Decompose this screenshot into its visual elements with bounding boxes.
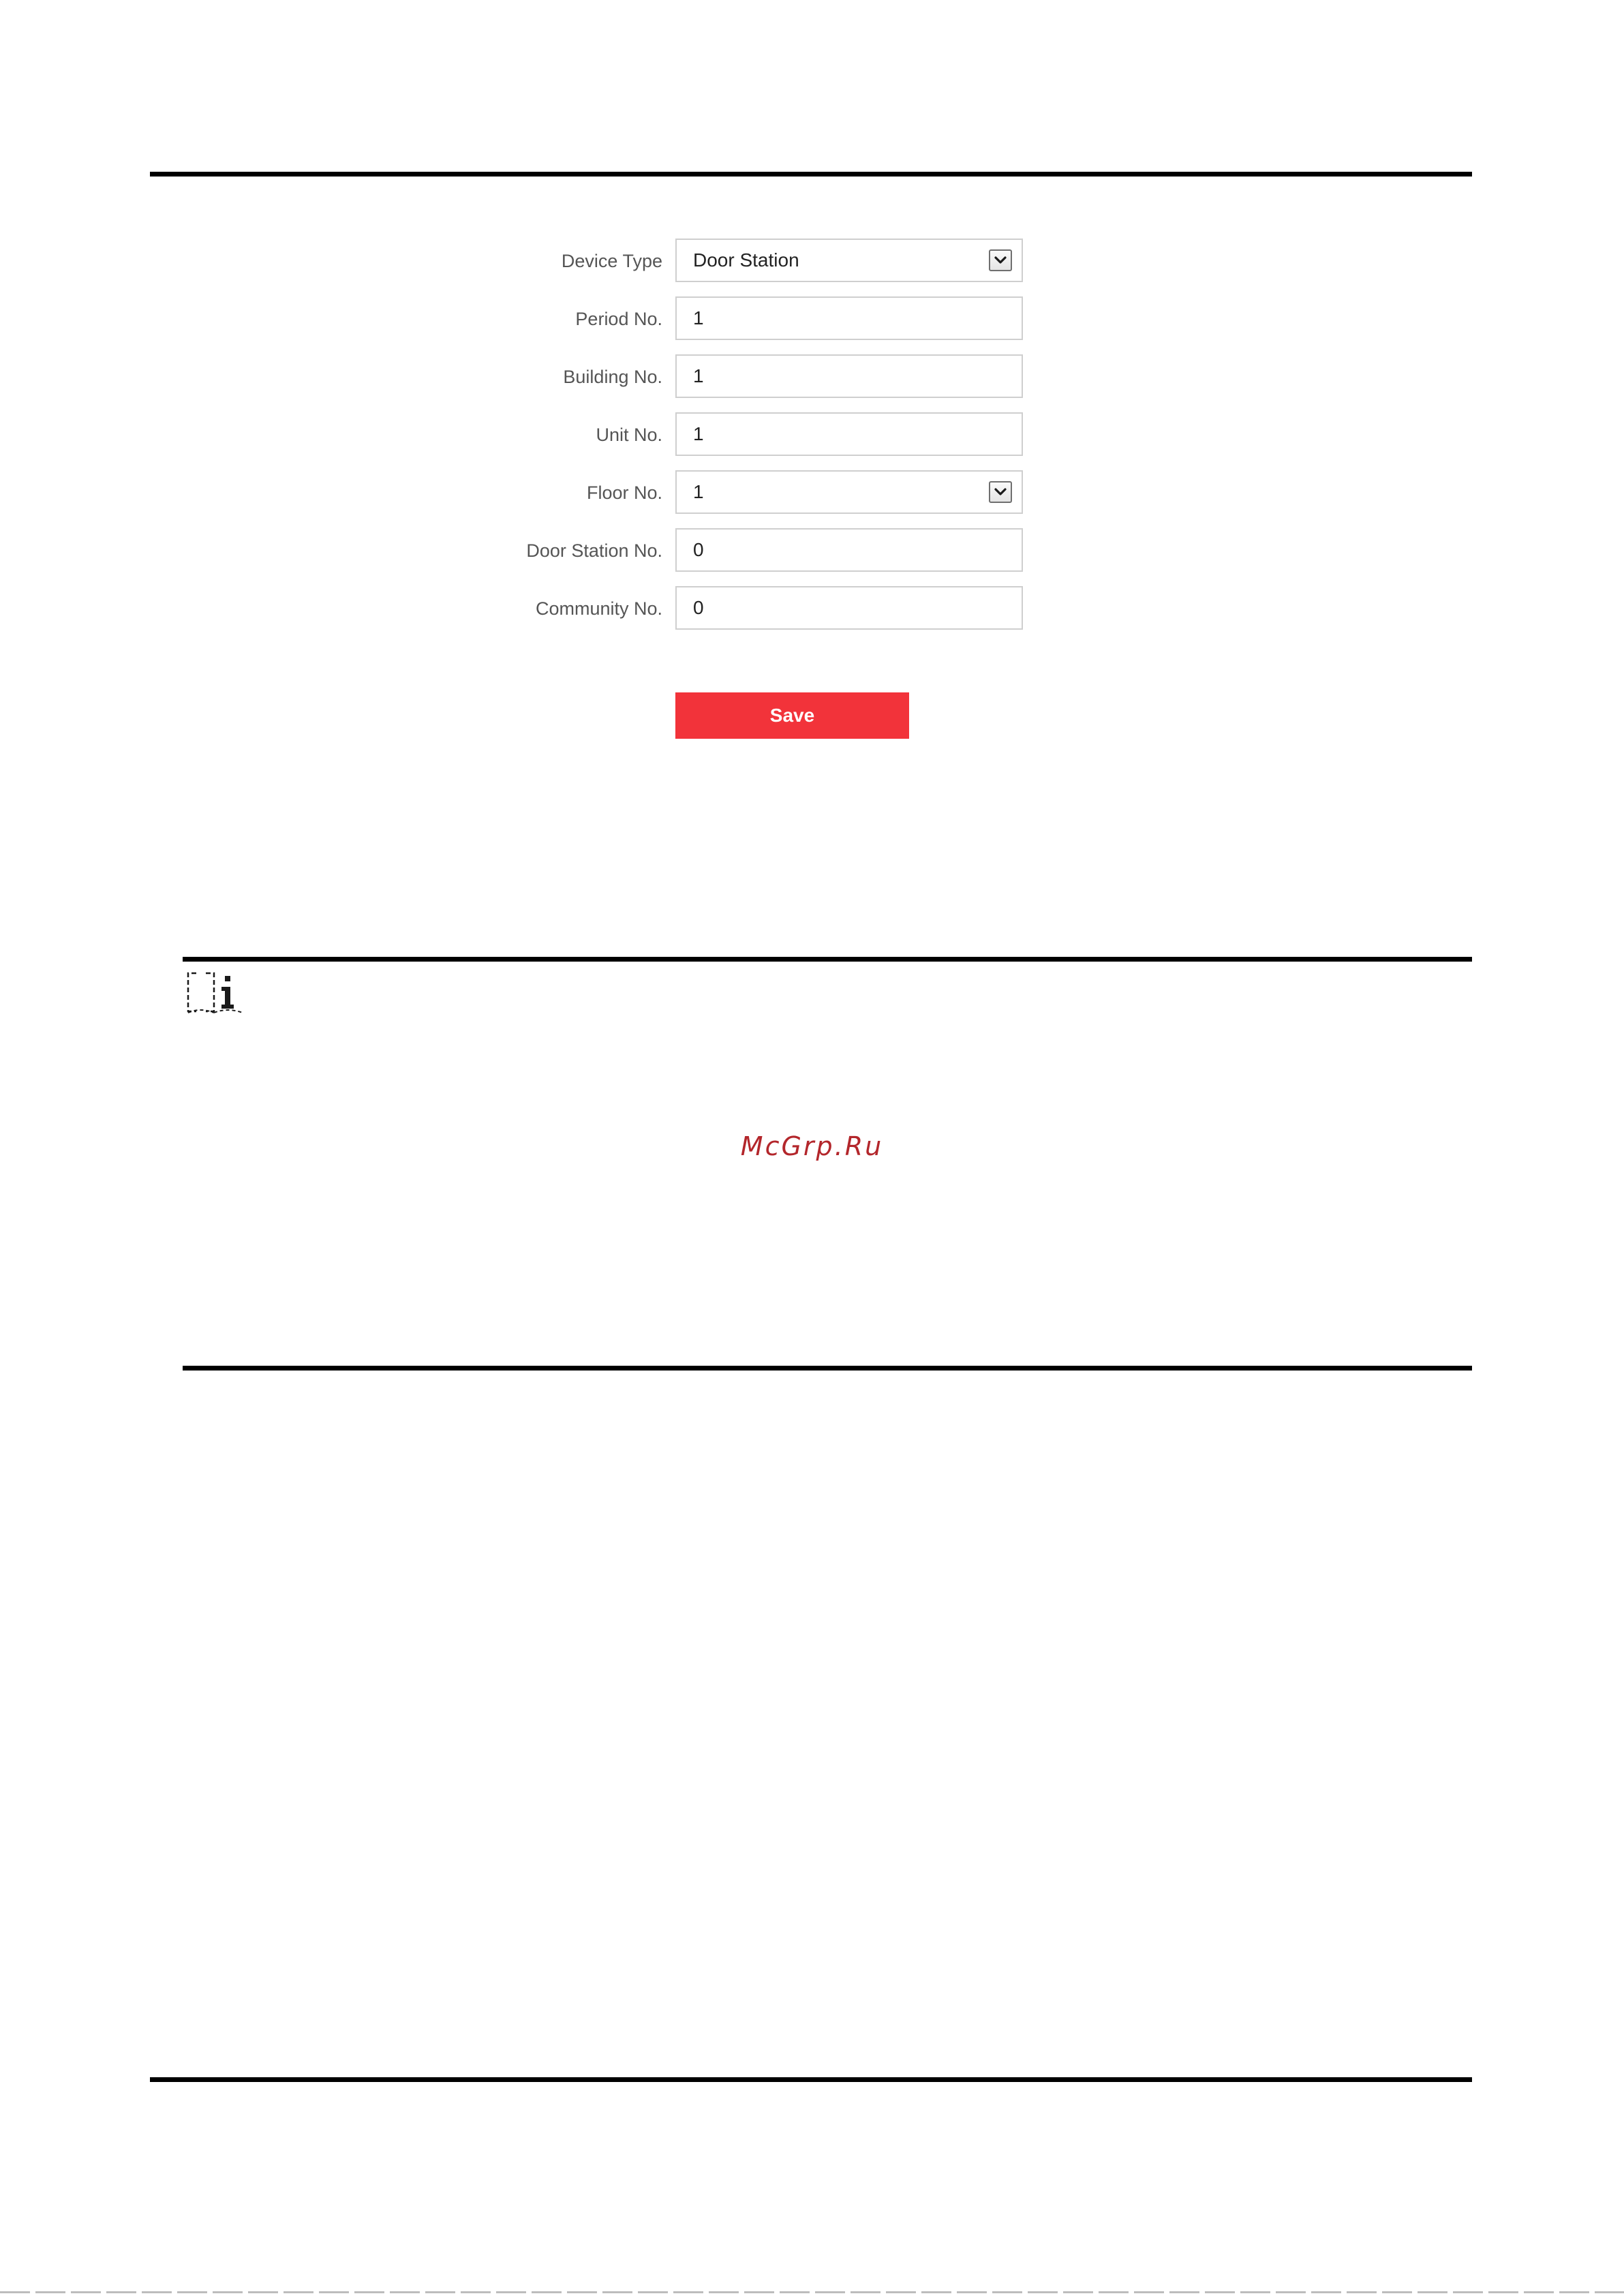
community-no-label: Community No.	[535, 598, 662, 619]
period-no-row	[0, 296, 1624, 341]
unit-no-value: 1	[693, 423, 704, 444]
note-top-rule	[183, 957, 1472, 962]
door-station-no-value: 0	[693, 539, 704, 560]
floor-no-select[interactable]	[675, 470, 1023, 514]
device-type-select[interactable]	[675, 239, 1023, 282]
period-no-value: 1	[693, 307, 704, 328]
floor-no-label: Floor No.	[586, 483, 662, 503]
footer-rule	[150, 2077, 1472, 2082]
floor-no-value: 1	[693, 481, 704, 502]
page-bottom-border	[0, 2291, 1624, 2293]
building-no-row	[0, 354, 1624, 399]
community-no-value: 0	[693, 597, 704, 618]
unit-no-label: Unit No.	[596, 425, 662, 445]
door-station-no-label: Door Station No.	[526, 540, 662, 561]
note-bottom-rule	[183, 1366, 1472, 1371]
device-type-label: Device Type	[561, 251, 662, 271]
community-no-row	[0, 586, 1624, 631]
door-station-no-input[interactable]	[675, 528, 1023, 572]
note-info-icon	[185, 970, 244, 1015]
header-rule	[150, 172, 1472, 177]
building-no-label: Building No.	[563, 367, 662, 387]
chevron-down-icon[interactable]	[989, 481, 1012, 503]
building-no-value: 1	[693, 365, 704, 386]
building-no-input[interactable]	[675, 354, 1023, 398]
floor-no-row	[0, 470, 1624, 515]
door-station-no-row	[0, 528, 1624, 573]
community-no-input[interactable]	[675, 586, 1023, 630]
device-type-value: Door Station	[693, 249, 799, 271]
save-button[interactable]: Save	[675, 692, 909, 739]
chevron-down-icon[interactable]	[989, 249, 1012, 271]
device-type-row	[0, 239, 1624, 284]
period-no-input[interactable]	[675, 296, 1023, 340]
unit-no-row	[0, 412, 1624, 457]
watermark-text: McGrp.Ru	[740, 1131, 884, 1161]
unit-no-input[interactable]	[675, 412, 1023, 456]
period-no-label: Period No.	[575, 309, 662, 329]
